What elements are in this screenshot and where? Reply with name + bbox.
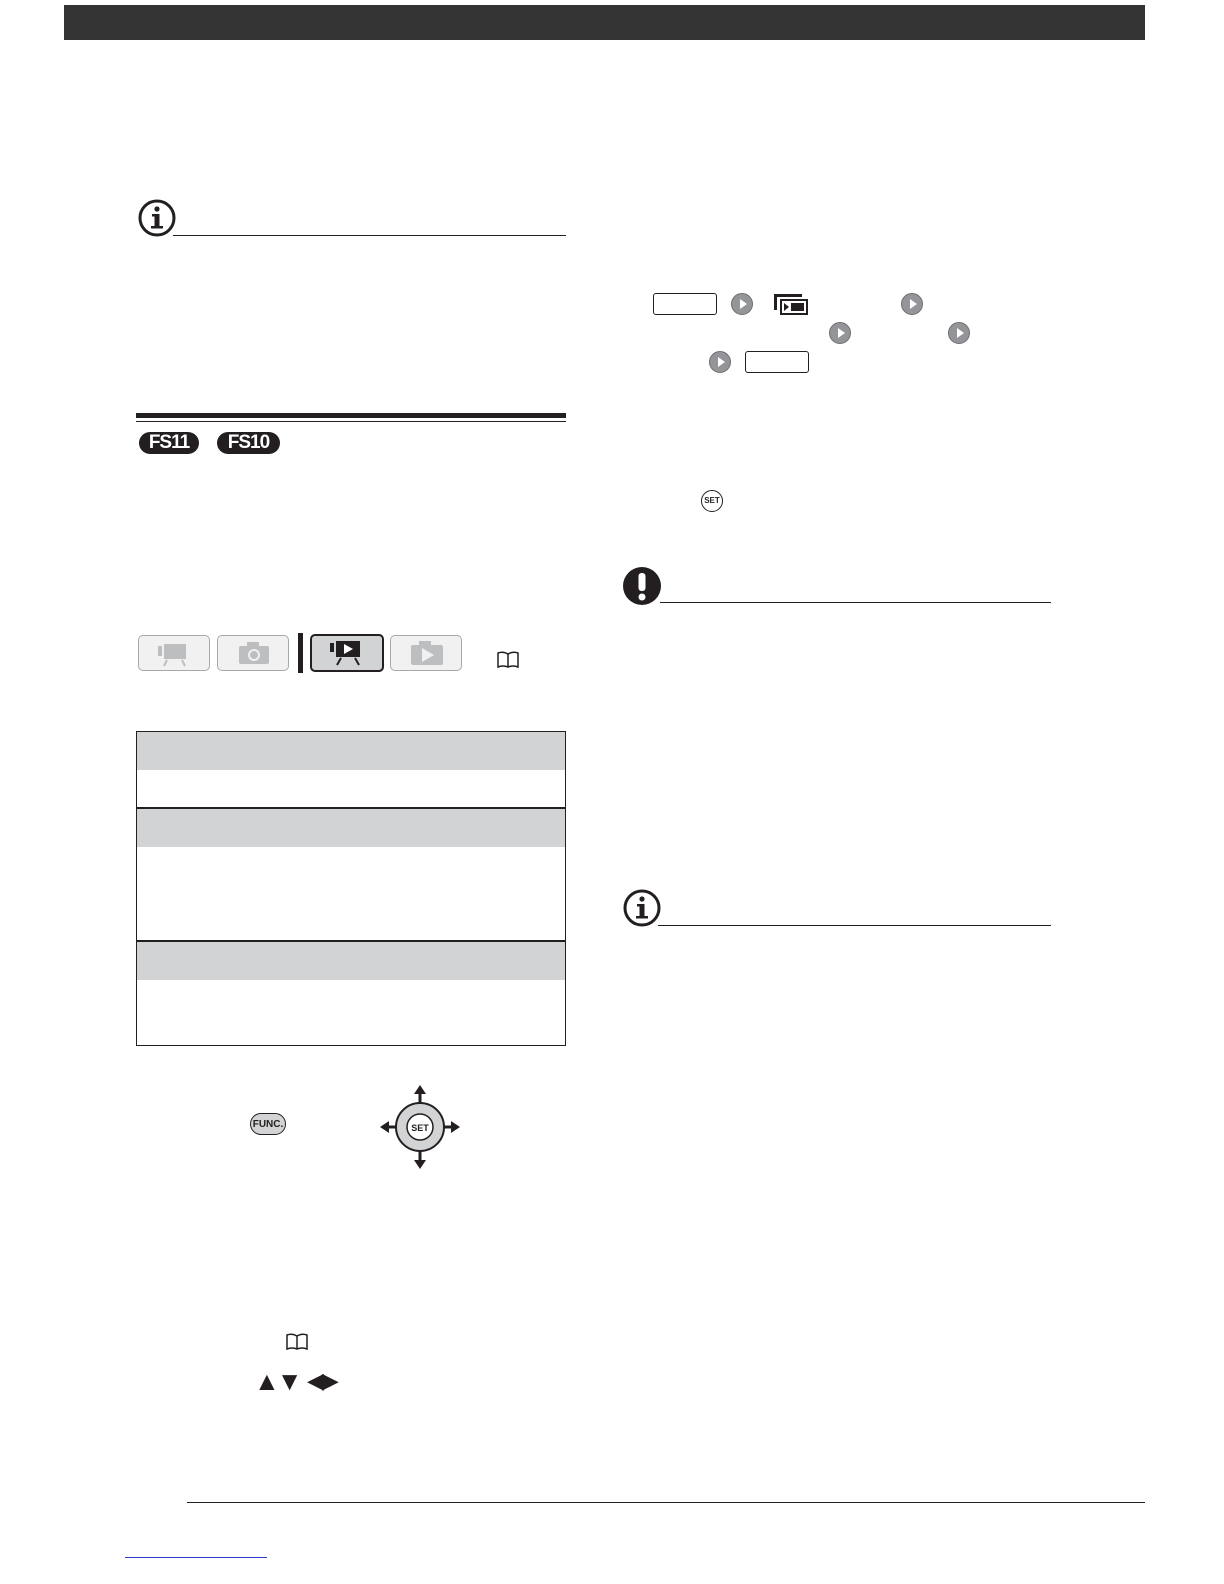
- joystick-icon: [380, 1085, 460, 1169]
- model-badge-fs10: FS10: [217, 432, 280, 454]
- exclamation-icon: [622, 566, 662, 606]
- important-rule: [660, 602, 1051, 603]
- info-icon: [137, 198, 177, 238]
- next-step-arrow-icon: [731, 293, 753, 315]
- book-icon: [285, 1333, 309, 1351]
- table-header-2: [137, 809, 565, 847]
- next-step-arrow-icon: [709, 351, 731, 373]
- func-key-box: [745, 351, 809, 373]
- camera-mode-icon: [139, 636, 209, 670]
- next-step-arrow-icon: [901, 293, 923, 315]
- photo-playback-mode-icon: [391, 636, 461, 670]
- footer-link-underline[interactable]: [125, 1557, 267, 1558]
- func-button-icon: FUNC.: [250, 1113, 286, 1135]
- header-bar: [64, 5, 1145, 40]
- settings-table: [136, 731, 566, 1046]
- table-header-3: [137, 942, 565, 980]
- photo-playback-mode-button: [390, 635, 462, 671]
- up-down-arrows-icon: ▲▼: [254, 1366, 300, 1396]
- book-icon: [496, 651, 520, 669]
- section-rule-thick: [136, 413, 566, 418]
- note-rule: [658, 925, 1051, 926]
- model-badge-fs11: FS11: [139, 432, 199, 454]
- photo-mode-icon: [218, 636, 288, 670]
- camera-mode-button: [138, 635, 210, 671]
- set-button-icon: SET: [701, 490, 723, 512]
- next-step-arrow-icon: [948, 322, 970, 344]
- footer-rule: [187, 1502, 1145, 1503]
- photo-mode-button: [217, 635, 289, 671]
- note-rule: [173, 235, 566, 236]
- section-rule-thin: [136, 421, 566, 422]
- func-key-box: [653, 293, 717, 315]
- info-icon: [622, 888, 662, 928]
- next-step-arrow-icon: [829, 322, 851, 344]
- joystick-set-label: SET: [411, 1123, 429, 1133]
- left-right-arrows-icon: ◀▶: [307, 1368, 337, 1393]
- table-header-1: [137, 732, 565, 770]
- mode-separator: [298, 633, 303, 673]
- movie-playback-mode-button: [310, 634, 384, 672]
- movie-playback-mode-icon: [312, 636, 382, 670]
- playlist-icon: [773, 292, 809, 316]
